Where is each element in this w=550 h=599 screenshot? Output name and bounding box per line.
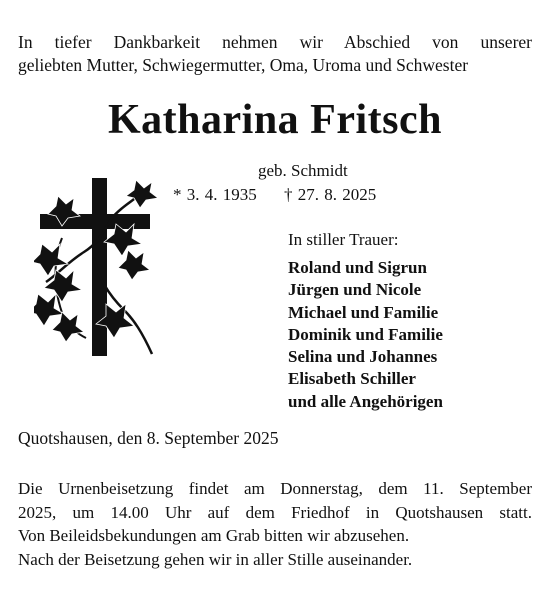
- notice-line: Von Beileidsbekundungen am Grab bitten wir abzusehen.: [18, 526, 410, 546]
- intro-line: geliebten Mutter, Schwiegermutter, Oma, Uroma und Schwester: [18, 55, 469, 75]
- mourners-list: [288, 257, 443, 413]
- list-item: Dominik und Familie: [288, 324, 443, 344]
- funeral-notice: [18, 477, 532, 571]
- list-item: Jürgen und Nicole: [288, 280, 422, 300]
- cross-with-ivy-icon: [34, 178, 159, 363]
- place-date: Quotshausen, den 8. September 2025: [18, 428, 279, 448]
- birth-date: * 3. 4. 1935: [173, 185, 257, 204]
- list-item: Roland und Sigrun: [288, 258, 427, 277]
- notice-line: Die Urnenbeisetzung findet am Donnerstag, dem 11. September: [18, 479, 532, 498]
- notice-line: 2025, um 14.00 Uhr auf dem Friedhof in Quotshausen statt.: [18, 502, 532, 522]
- list-item: Selina und Johannes: [288, 347, 438, 367]
- death-date: † 27. 8. 2025: [284, 185, 377, 204]
- mourning-label: In stiller Trauer:: [288, 230, 399, 249]
- list-item: Elisabeth Schiller: [288, 369, 416, 389]
- maiden-name: geb. Schmidt: [258, 161, 348, 180]
- deceased-name: Katharina Fritsch: [108, 97, 442, 143]
- notice-line: Nach der Beisetzung gehen wir in aller Stille auseinander.: [18, 549, 413, 569]
- life-dates: [173, 185, 376, 205]
- list-item: und alle Angehörigen: [288, 391, 443, 411]
- intro-line: In tiefer Dankbarkeit nehmen wir Abschied von unserer: [18, 32, 532, 52]
- intro-text: [18, 31, 532, 77]
- list-item: Michael und Familie: [288, 302, 439, 322]
